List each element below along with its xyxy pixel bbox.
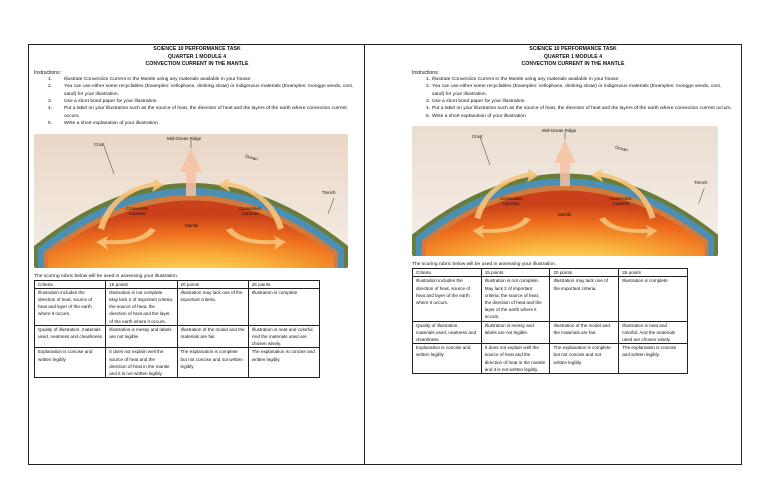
label-mantle: Mantle bbox=[558, 212, 572, 218]
rubric-cell: Illustration of the model and the materials are fair. bbox=[177, 325, 248, 348]
rubric-table bbox=[34, 280, 320, 379]
instruction-text: Illustrate Convection Current in the Mantle using any materials available in your house. bbox=[64, 76, 252, 82]
rubric-cell: Illustration is neat and colorful. And the materials used are chosen wisely. bbox=[248, 325, 319, 348]
instruction-number: 1. bbox=[48, 76, 53, 82]
instruction-number: 4. bbox=[426, 106, 431, 112]
instruction-text: Write a short explanation of your illustration bbox=[64, 121, 158, 127]
rubric-cell: The explanation is complete but not concise and not written legibly bbox=[177, 348, 248, 378]
rubric-cell: Illustration of the model and the materials are fair. bbox=[550, 321, 619, 344]
instructions-list bbox=[412, 76, 734, 120]
rubric-cell: Illustration is complete bbox=[619, 277, 688, 321]
instructions-list bbox=[34, 76, 360, 128]
label-mantle: Mantle bbox=[185, 222, 199, 228]
instruction-item bbox=[48, 98, 360, 105]
instruction-item bbox=[426, 83, 734, 98]
rubric-header-cell: 15 points bbox=[106, 280, 177, 288]
convection-diagram-art bbox=[34, 134, 348, 268]
instruction-text: You can use either some recyclables (Examples: cellophane, drinking straw) or indigenous materials (Examples: monggo seeds, corn, sand) for your illustration. bbox=[64, 84, 354, 97]
page-header bbox=[34, 46, 360, 69]
instruction-item bbox=[426, 105, 734, 112]
rubric-cell: The explanation is complete but not concise and not written legibly bbox=[550, 344, 619, 374]
rubric-header-cell: 25 points bbox=[619, 269, 688, 277]
instruction-number: 3. bbox=[48, 99, 53, 104]
rubric-row bbox=[413, 321, 688, 344]
header-line: CONVECTION CURRENT IN THE MANTLE bbox=[145, 61, 249, 68]
rubric-cell: The explanation is concise and written legibly. bbox=[619, 344, 688, 374]
instruction-number: 2. bbox=[426, 84, 431, 90]
instruction-item bbox=[48, 76, 360, 83]
label-mid-ocean-ridge: Mid-Ocean Ridge bbox=[542, 128, 577, 134]
instructions-title: Instructions: bbox=[412, 69, 439, 76]
label-trench: Trench bbox=[322, 189, 336, 195]
rubric-table bbox=[412, 268, 688, 374]
convection-diagram-art bbox=[412, 126, 718, 256]
label-convection-currents-right: Convection Currents bbox=[239, 205, 261, 216]
instruction-text: Write a short explanation of your illustration bbox=[432, 113, 526, 119]
instruction-text: Use a short bond paper for your illustration. bbox=[432, 99, 526, 104]
instruction-number: 5. bbox=[48, 121, 53, 127]
label-crust: Crust bbox=[94, 141, 105, 147]
label-trench: Trench bbox=[694, 180, 708, 186]
rubric-row bbox=[413, 277, 688, 321]
rubric-row bbox=[35, 348, 320, 378]
rubric-header-cell: Criteria bbox=[413, 269, 482, 277]
rubric-cell: Explanation is concise and written legibly bbox=[35, 348, 106, 378]
rubric-row bbox=[35, 325, 320, 348]
convection-diagram bbox=[34, 134, 348, 268]
rubric-cell: Illustration may lack one of the important criteria. bbox=[550, 277, 619, 321]
rubric-cell: Quality of illustration, materials used, neatness and cleanliness bbox=[413, 321, 482, 344]
rubric-cell: It does not explain well the source of heat and the direction of heat in the mantle and it is not written legibly. bbox=[106, 348, 177, 378]
page-divider bbox=[364, 44, 365, 464]
rubric-cell: Illustration includes the direction of heat, source of heat and layer of the earth where it occurs. bbox=[35, 288, 106, 325]
label-ocean: Ocean bbox=[244, 153, 259, 162]
rubric-cell: Illustration is messy and labels are not legible. bbox=[106, 325, 177, 348]
page-left bbox=[34, 44, 360, 463]
rubric-cell: Illustration is complete bbox=[248, 288, 319, 325]
header-line: SCIENCE 10 PERFORMANCE TASK bbox=[153, 46, 241, 52]
instruction-item bbox=[426, 113, 734, 120]
convection-diagram bbox=[412, 126, 718, 256]
header-line: QUARTER 1 MODULE 4 bbox=[543, 53, 603, 60]
page-right bbox=[412, 44, 734, 463]
rubric-row bbox=[413, 344, 688, 374]
instruction-number: 1. bbox=[426, 76, 431, 82]
instruction-text: You can use either some recyclables (Examples: cellophane, drinking straw) or indigenous materials (Examples: monggo seeds, corn, sand) for your illustration. bbox=[432, 84, 722, 97]
rubric-cell: Illustration is not complete. May lack 2 of important criteria; the source of heat, the direction of heat and the layer of the earth where it occurs. bbox=[106, 288, 177, 325]
rubric-cell: Illustration is messy and labels are not legible. bbox=[481, 321, 550, 344]
header-line: SCIENCE 10 PERFORMANCE TASK bbox=[529, 46, 617, 52]
rubric-intro: The scoring rubric below will be used in assessing your illustration. bbox=[34, 273, 179, 279]
rubric-header-cell: 25 points bbox=[248, 280, 319, 288]
label-crust: Crust bbox=[472, 134, 483, 140]
rubric-intro: The scoring rubric below will be used in assessing your illustration. bbox=[412, 262, 557, 268]
label-convection-currents-left: Convection Currents bbox=[500, 196, 522, 207]
label-ocean: Ocean bbox=[614, 144, 629, 153]
rubric-header-row bbox=[413, 269, 688, 277]
instruction-text: Put a label on your illustration such as the source of heat, the direction of heat and the layers of the earth where convection current occurs. bbox=[64, 106, 347, 119]
rubric-cell: Quality of illustration, materials used, neatness and cleanliness bbox=[35, 325, 106, 348]
instruction-text: Illustrate Convection Current in the Mantle using any materials available in your house. bbox=[432, 76, 620, 82]
instruction-item bbox=[48, 83, 360, 98]
instruction-text: Use a short bond paper for your illustration. bbox=[64, 99, 158, 104]
label-mid-ocean-ridge: Mid-Ocean Ridge bbox=[167, 135, 202, 141]
rubric-cell: Illustration is neat and colorful. And the materials used are chosen wisely. bbox=[619, 321, 688, 344]
instruction-item bbox=[48, 120, 360, 127]
label-convection-currents-left: Convection Currents bbox=[126, 205, 148, 216]
instruction-number: 2. bbox=[48, 84, 53, 90]
rubric-row bbox=[35, 288, 320, 325]
page-header bbox=[412, 46, 734, 69]
instruction-item bbox=[426, 76, 734, 83]
header-line: CONVECTION CURRENT IN THE MANTLE bbox=[521, 61, 625, 68]
rubric-header-cell: 15 points bbox=[481, 269, 550, 277]
rubric-cell: Illustration is not complete. May lack 2 of important criteria; the source of heat, the direction of heat and the layer of the earth where it occurs. bbox=[481, 277, 550, 321]
instructions-title: Instructions: bbox=[34, 69, 61, 76]
rubric-cell: The explanation is concise and written legibly. bbox=[248, 348, 319, 378]
rubric-cell: Illustration may lack one of the important criteria. bbox=[177, 288, 248, 325]
instruction-item bbox=[48, 105, 360, 120]
rubric-cell: Illustration includes the direction of heat, source of heat and layer of the earth where it occurs. bbox=[413, 277, 482, 321]
header-line: QUARTER 1 MODULE 4 bbox=[167, 53, 227, 60]
rubric-cell: Explanation is concise and written legibly bbox=[413, 344, 482, 374]
rubric-header-row bbox=[35, 280, 320, 288]
instruction-number: 3. bbox=[426, 99, 431, 104]
instruction-text: Put a label on your illustration such as the source of heat, the direction of heat and the layers of the earth where convection current occurs. bbox=[432, 106, 732, 112]
label-convective-currents-right: Convective Currents bbox=[610, 196, 632, 207]
rubric-header-cell: 20 points bbox=[550, 269, 619, 277]
rubric-cell: It does not explain well the source of heat and the direction of heat in the mantle and it is not written legibly. bbox=[481, 344, 550, 374]
rubric-header-cell: 20 points bbox=[177, 280, 248, 288]
instruction-item bbox=[426, 98, 734, 105]
instruction-number: 4. bbox=[48, 106, 53, 112]
instruction-number: 5. bbox=[426, 113, 431, 119]
rubric-header-cell: Criteria bbox=[35, 280, 106, 288]
